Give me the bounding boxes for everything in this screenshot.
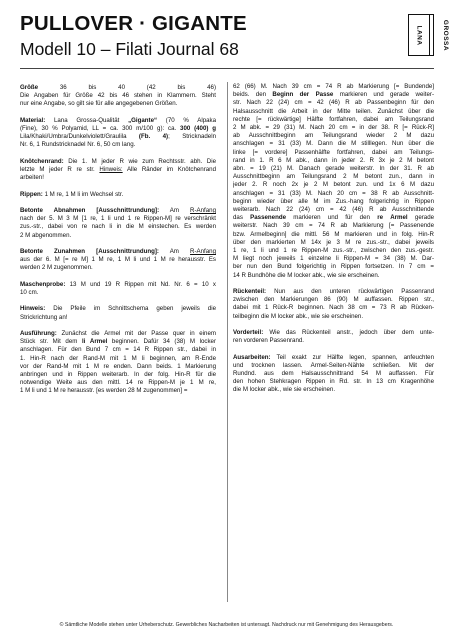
section-ausarbeiten: Ausarbeiten: Teil exakt zur Hälfte legen, spannen, anfeuchten und trocknen lassen. Ärmel-Seiten-Nähte schließen. Mit der Rundnd. aus dem Halsausschnittrand 54 M auffassen. Für den hohen Stehkragen Rippen in Rd. str. In 13 cm Kragenhöhe die M locker abk., wie sie erscheinen. [233, 353, 434, 394]
section-rippen: Rippen: 1 M re, 1 M li im Wechsel str. [20, 190, 124, 198]
label-maschenprobe: Maschenprobe: [20, 280, 66, 288]
section-zunahmen: Betonte Zunahmen [Ausschnittrundung]: Am R-Anfang aus der 6. M [= re M] 1 M re, 1 M li und 1 M re herausstr. Es werden 2 M zugenommen. [20, 247, 216, 272]
label-ausarbeiten: Ausarbeiten: [233, 353, 271, 361]
section-ausfuehrung: Ausführung: Zunächst die Ärmel mit der Passe quer in einem Stück str. Mit dem li Ärmel beginnen. Dafür 34 (38) M locker anschlagen. Für den Bund 7 cm = 14 R Rippen str., dabei in 1. Hin-R nach der Rand-M mit 1 M li beginnen, am R-Ende vor der Rand-M mit 1 M re enden. Dann beids. 1 Markierung anbringen und in Rippen weiterarb. In der folg. Hin-R für die notwendige Weite aus den mittl. 14 re Rippen-M je 1 M re, 1 M li und 1 M re herausstr. [es werden 28 M zugenommen] = [20, 329, 216, 395]
page-subtitle: Modell 10 – Filati Journal 68 [20, 39, 239, 59]
column-divider [227, 82, 228, 602]
header-divider [20, 68, 434, 69]
section-groesse: Größe 36 bis 40 (42 bis 46) Die Angaben für Größe 42 bis 46 stehen in Klammern. Steht nur eine Angabe, so gilt sie für alle angegebenen Größen. [20, 84, 216, 108]
label-groesse: Größe [20, 84, 39, 91]
label-rippen: Rippen: [20, 190, 43, 198]
label-hinweis: Hinweis: [20, 305, 46, 313]
logo-text-lana: LANA [415, 24, 423, 46]
section-knoetchenrand: Knötchenrand: Die 1. M jeder R wie zum Rechtsstr. abh. Die letzte M jeder R re str. Hinweis: Alle Ränder im Knötchenrand arbeiten! [20, 157, 216, 182]
section-hinweis: Hinweis: Die Pfeile im Schnittschema geben jeweils die Strickrichtung an! [20, 305, 216, 321]
section-ausfuehrung-continued: 62 (66) M. Nach 39 cm = 74 R ab Markierung [= Bundende] beids. den Beginn der Passe markieren und gerade weiter- str. Nach 22 (24) cm = 42 (46) R ab Passenbeginn für den Halsausschnitt die Arbeit in der Mitte teilen. Zunächst über die rechte [= rückwärtige] Hälfte fortfahren, dabei am Teilungsrand 2 M abk. = 29 (31) M. Nach 20 cm = in der 38. R [= Rück-R] ab Ausschnittbeginn am Teilungsrand wieder 2 M dazu anschlagen = 31 (33) M. Dann die M stilllegen. Nun über die linke [= vordere] Passenhälfte fortfahren, dabei am Teilungs- rand in 1. R 6 M abk., dann in jeder 2. R 3x je 2 M betont abn. = 19 (21) M. Danach gerade weiterstr. In der 31. R ab Ausschnittbeginn am Teilungsrand 2 M betont zun., dann in jeder 2. R noch 2x je 2 M betont zun. und 1x 6 M dazu anschlagen = 31 (33) M. Nach 20 cm = 38 R ab Ausschnitt- beginn wieder über alle M im Zus.-hang folgerichtig in Rippen weiterarb. Nach 22 (24) cm = 42 (46) R ab Ausschnittende das Passenende markieren und für den re Ärmel gerade weiterstr. Nach 39 cm = 74 R ab Markierung [= Passenende bzw. Ärmelbeginn] die mittl. 56 M markieren und in folg. Hin-R über den markierten M 14x je 3 M re zus.-str., dabei jeweils 1 re, 1 li und 1 re Rippen-M zus.-str., zwischen den zus.-gestr. M liegt noch jeweils 1 einzelne li Rippen-M = 34 (38) M. Dar- ber nun den Bund folgerichtig in Rippen fortsetzen. In 7 cm = 14 R Bundhöhe die M locker abk., wie sie erscheinen. [233, 83, 434, 279]
label-vorderteil: Vorderteil: [233, 329, 264, 337]
page-header [20, 12, 450, 74]
label-zunahmen: Betonte Zunahmen [Ausschnittrundung]: [20, 247, 159, 255]
label-knoetchenrand: Knötchenrand: [20, 157, 64, 165]
left-column [20, 84, 216, 404]
label-ausfuehrung: Ausführung: [20, 329, 57, 337]
copyright-footer: © Sämtliche Modelle stehen unter Urheberschutz. Gewerbliches Nacharbeiten ist untersagt. Nachdruck nur mit Genehmigung des Herausgebers. [59, 622, 394, 628]
page-title: PULLOVER · GIGANTE [20, 12, 247, 35]
label-material: Material: [20, 116, 46, 124]
section-abnahmen: Betonte Abnahmen [Ausschnittrundung]: Am R-Anfang nach der 5. M 3 M [1 re, 1 li und 1 re Rippen-M] re verschränkt zus.-str., dabei von re nach li in die M einstechen. Es werden 2 M abgenommen. [20, 206, 216, 239]
label-abnahmen: Betonte Abnahmen [Ausschnittrundung]: [20, 206, 160, 214]
section-maschenprobe: Maschenprobe: 13 M und 19 R Rippen mit Nd. Nr. 6 = 10 x 10 cm. [20, 280, 216, 296]
label-rueckenteil: Rückenteil: [233, 288, 267, 296]
lana-grossa-logo [408, 14, 450, 56]
section-material: Material: Lana Grossa-Qualität „Gigante“ (70 % Alpaka (Fine), 30 % Polyamid, LL = ca. 300 m/100 g): ca. 300 (400) g Lila/Khaki/Umbra/Dunkelviolett/Graulila (Fb. 4); Stricknadeln Nr. 6, 1 Rundstricknadel Nr. 6, 50 cm lang. [20, 116, 216, 149]
section-rueckenteil: Rückenteil: Nun aus den unteren rückwärtigen Passenrand zwischen den Markierungen 86 (90) M auffassen. Rippen str., dabei mit 1 Rück-R beginnen. Nach 38 cm = 73 R ab Rücken- teilbeginn die M locker abk., wie sie erscheinen. [233, 288, 434, 320]
right-column [233, 83, 434, 403]
section-vorderteil: Vorderteil: Wie das Rückenteil anstr., jedoch über dem unte- ren vorderen Passenrand. [233, 329, 434, 345]
logo-text-grossa: GROSSA [442, 19, 450, 51]
